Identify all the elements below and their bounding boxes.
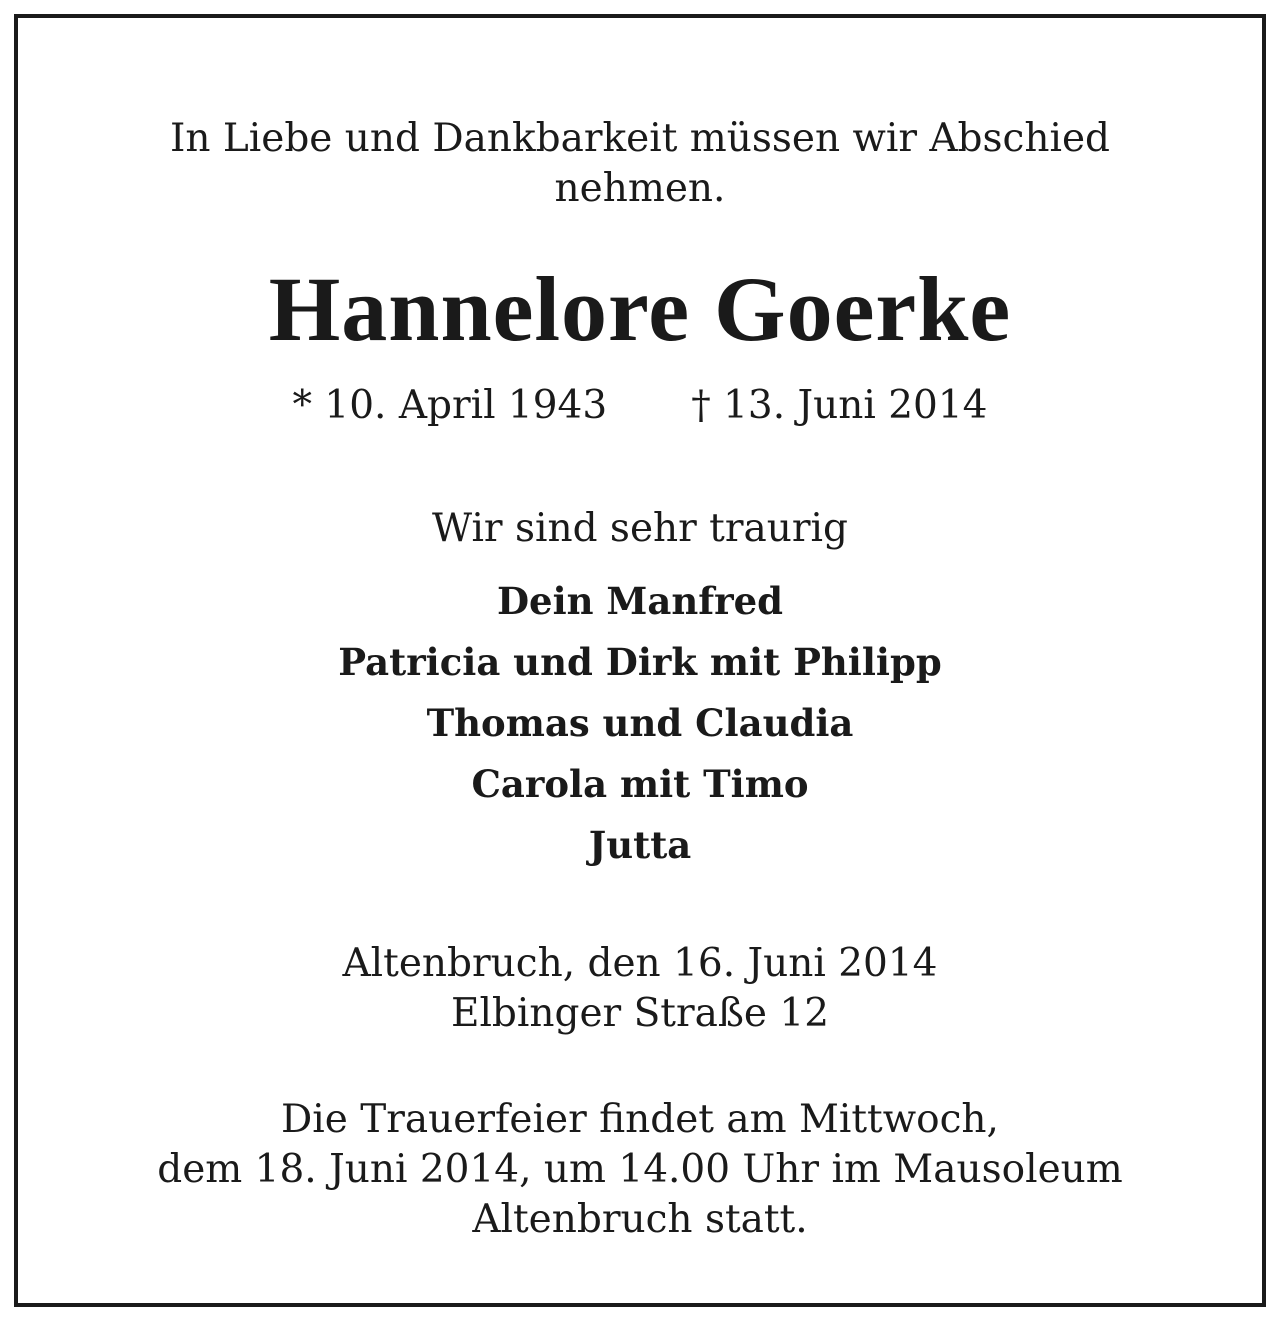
family-list — [18, 571, 1262, 876]
service-line: Die Trauerfeier findet am Mittwoch, — [281, 1097, 999, 1142]
family-member: Patricia und Dirk mit Philipp — [338, 640, 942, 684]
family-member: Jutta — [588, 823, 692, 867]
street-address: Elbinger Straße 12 — [450, 991, 830, 1036]
deceased-name: Hannelore Goerke — [268, 258, 1012, 360]
life-dates — [18, 381, 1262, 431]
death-date: † 13. Juni 2014 — [691, 383, 988, 428]
service-line: Altenbruch statt. — [472, 1197, 808, 1242]
mourning-line: Wir sind sehr traurig — [432, 506, 848, 551]
obituary-frame — [14, 14, 1266, 1307]
funeral-service-info — [18, 1095, 1262, 1245]
place-and-date: Altenbruch, den 16. Juni 2014 — [342, 941, 938, 986]
birth-date: * 10. April 1943 — [292, 383, 608, 428]
family-member: Carola mit Timo — [471, 762, 809, 806]
service-line: dem 18. Juni 2014, um 14.00 Uhr im Mausoleum — [157, 1147, 1123, 1192]
intro-text: In Liebe und Dankbarkeit müssen wir Abschied nehmen. — [169, 116, 1111, 211]
family-member: Dein Manfred — [496, 579, 784, 623]
family-member: Thomas und Claudia — [426, 701, 854, 745]
